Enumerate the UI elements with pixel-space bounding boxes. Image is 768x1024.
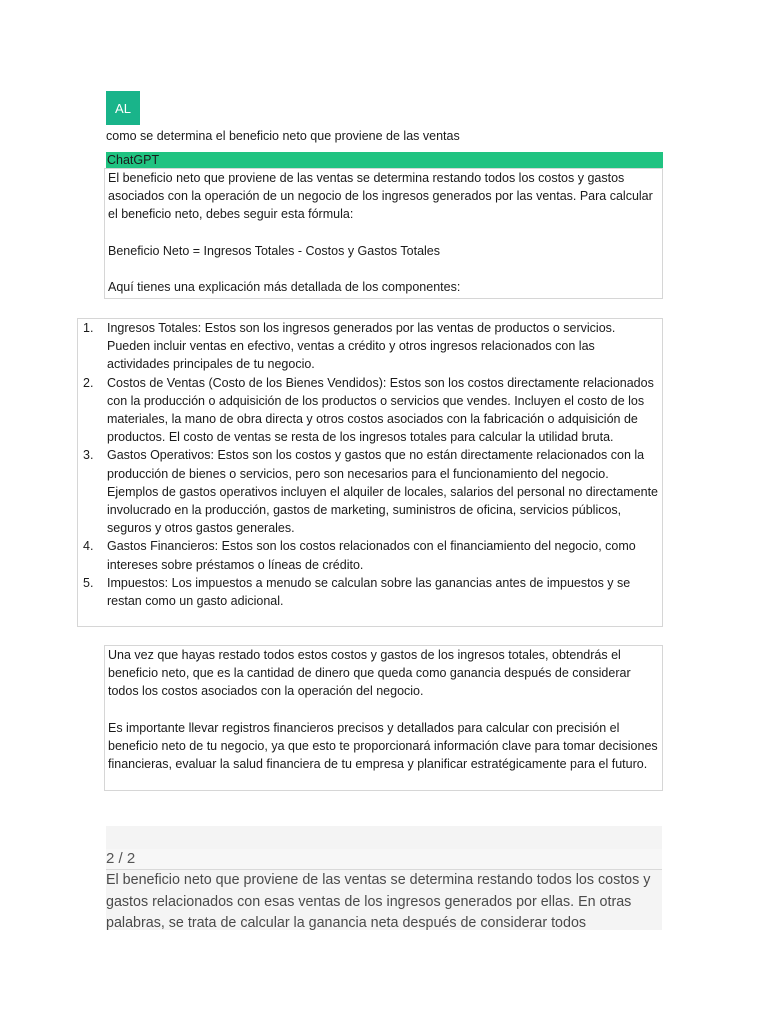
list-item	[78, 374, 662, 447]
list-number: 1.	[83, 321, 94, 335]
answer-intro-box	[104, 168, 663, 299]
list-number: 5.	[83, 575, 94, 590]
formula-line: Beneficio Neto = Ingresos Totales - Costos y Gastos Totales	[108, 243, 441, 258]
list-number: 3.	[83, 448, 94, 463]
components-list	[78, 319, 662, 610]
user-question: como se determina el beneficio neto que proviene de las ventas	[106, 129, 460, 143]
list-item	[78, 446, 662, 537]
list-item	[78, 574, 662, 610]
second-response-text: El beneficio neto que proviene de las ventas se determina restando todos los costos y gastos relacionados con esas ventas de los ingresos generados por ellas. En otras palabras, se trata de calcular la ganancia neta después de considerar todos	[106, 872, 651, 930]
list-item-text: Gastos Operativos: Estos son los costos y gastos que no están directamente relacionados con la producción de bienes o servicios, pero son necesarios para el funcionamiento del negocio. Ejemplos de gastos operativos incluyen el alquiler de locales, salarios del personal no directamente involucrado en la producción, gastos de marketing, suministros de oficina, servicios públicos, seguros y otros gastos generales.	[107, 448, 659, 536]
response-counter[interactable]: 2 / 2	[106, 849, 662, 870]
conclusion-box	[104, 645, 663, 791]
conclusion-paragraph: Una vez que hayas restado todos estos costos y gastos de los ingresos totales, obtendrás el beneficio neto, que es la cantidad de dinero que queda como ganancia después de considerar todos los costos asociados con la operación del negocio.	[108, 648, 631, 699]
list-item-text: Gastos Financieros: Estos son los costos relacionados con el financiamiento del negocio, como intereses sobre préstamos o líneas de crédito.	[107, 539, 636, 572]
conclusion-paragraph: Es importante llevar registros financieros precisos y detallados para calcular con precisión el beneficio neto de tu negocio, ya que esto te proporcionará información clave para tomar decisiones financieras, evaluar la salud financiera de tu empresa y planificar estratégicamente para el futuro.	[108, 720, 658, 772]
user-avatar: AL	[106, 91, 140, 125]
components-lead: Aquí tienes una explicación más detallada de los componentes:	[108, 280, 461, 295]
list-item-text: Impuestos: Los impuestos a menudo se calculan sobre las ganancias antes de impuestos y se restan como un gasto adicional.	[107, 575, 631, 609]
list-number: 4.	[83, 539, 94, 554]
components-list-box	[77, 318, 663, 627]
assistant-name-bar: ChatGPT	[106, 152, 663, 168]
list-number: 2.	[83, 375, 94, 390]
list-item-text: Costos de Ventas (Costo de los Bienes Vendidos): Estos son los costos directamente relacionados con la producción o adquisición de los productos o servicios que vendes. Incluyen el costo de los materiales, la mano de obra directa y otros costos asociados con la fabricación o adquisición de productos. El costo de ventas se resta de los ingresos totales para calcular la utilidad bruta.	[107, 375, 654, 445]
list-item	[78, 537, 662, 573]
list-item	[78, 319, 662, 374]
intro-paragraph: El beneficio neto que proviene de las ventas se determina restando todos los costos y gastos asociados con la operación de un negocio de los ingresos generados por las ventas. Para calcular el beneficio neto, debes seguir esta fórmula:	[108, 171, 653, 222]
list-item-text: Ingresos Totales: Estos son los ingresos generados por las ventas de productos o servicios. Pueden incluir ventas en efectivo, ventas a crédito y otros ingresos relacionados con las actividades principales de tu negocio.	[107, 321, 616, 372]
second-response-block	[106, 826, 662, 930]
